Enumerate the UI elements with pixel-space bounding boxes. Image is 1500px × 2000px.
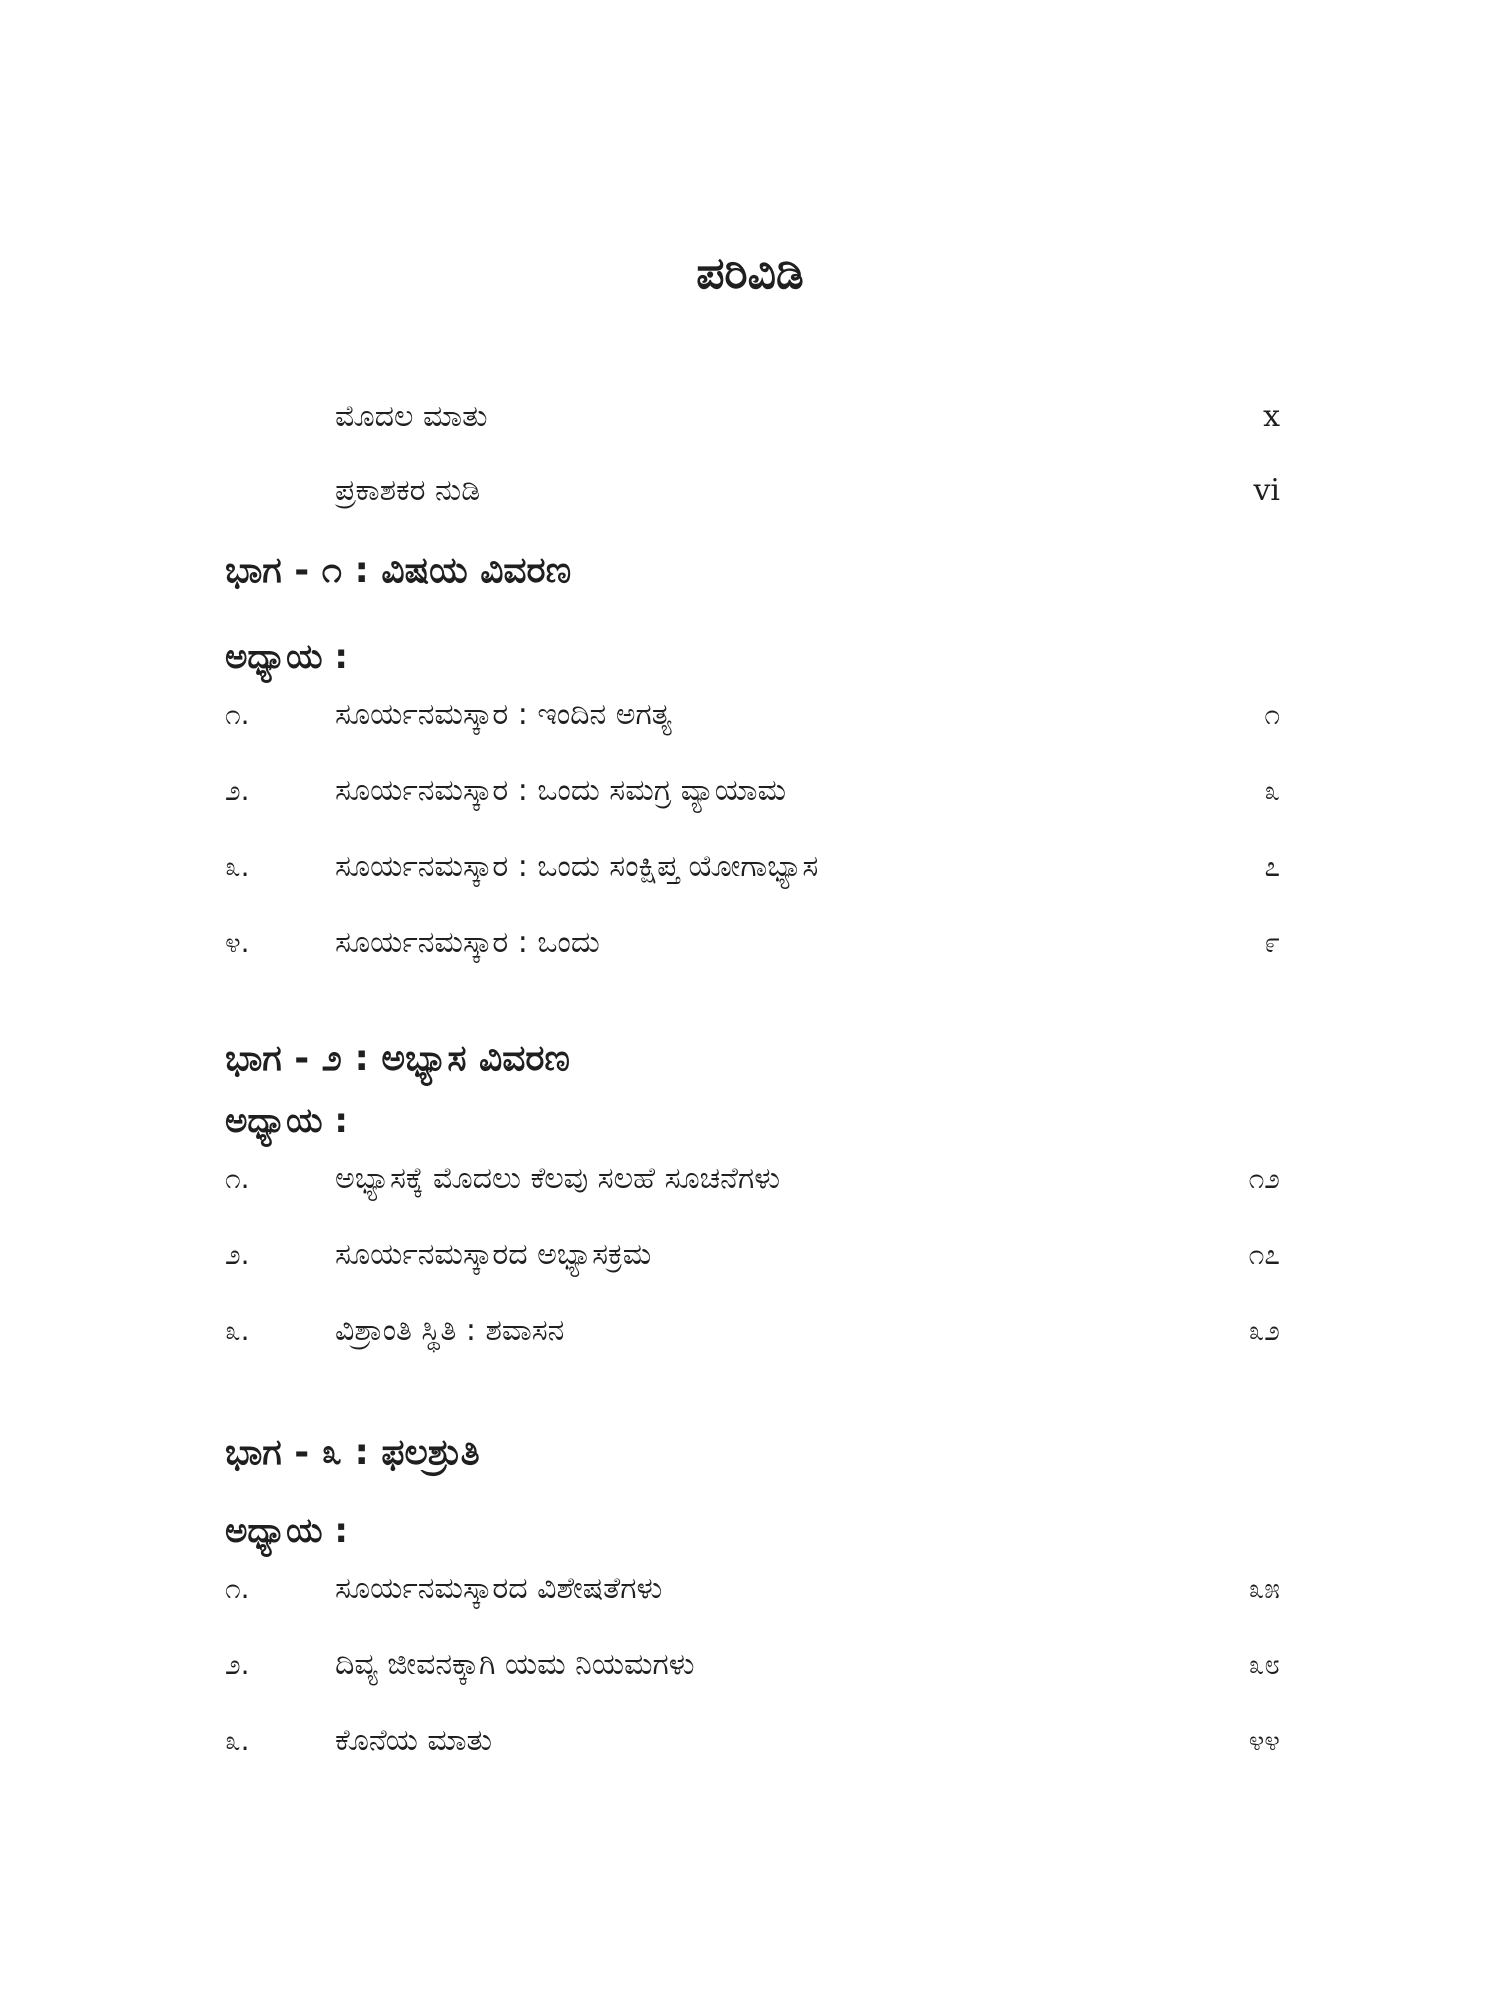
toc-entry[interactable] [0,1640,1500,1690]
entry-label: ಕೊನೆಯ ಮಾತು [335,1723,492,1758]
toc-entry[interactable] [0,1230,1500,1280]
entry-page-number: vi [1253,473,1280,508]
entry-page-number: ೪೪ [1248,1724,1280,1757]
entry-label: ಅಭ್ಯಾಸಕ್ಕೆ ಮೊದಲು ಕೆಲವು ಸಲಹೆ ಸೂಚನೆಗಳು [335,1161,781,1196]
toc-entry[interactable] [0,1306,1500,1356]
entry-label: ಸೂರ್ಯನಮಸ್ಕಾರ : ಒಂದು ಸಮಗ್ರ ವ್ಯಾಯಾಮ [335,773,787,808]
entry-number: ೩. [225,1724,250,1757]
toc-entry-front-matter[interactable] [0,466,1500,516]
entry-number: ೨. [225,1648,250,1681]
entry-page-number: ೩೨ [1248,1314,1280,1347]
part-heading: ಭಾಗ - ೨ : ಅಭ್ಯಾಸ ವಿವರಣ [225,1038,570,1079]
toc-entry[interactable] [0,918,1500,968]
entry-label: ಸೂರ್ಯನಮಸ್ಕಾರದ ವಿಶೇಷತೆಗಳು [335,1571,663,1606]
toc-entry[interactable] [0,1716,1500,1766]
entry-page-number: ೭ [1264,850,1280,883]
entry-page-number: ೩೫ [1248,1572,1280,1605]
toc-entry[interactable] [0,766,1500,816]
toc-entry[interactable] [0,842,1500,892]
entry-number: ೧. [225,1162,250,1195]
entry-page-number: x [1263,399,1280,434]
toc-entry[interactable] [0,1564,1500,1614]
entry-number: ೩. [225,1314,250,1347]
chapter-label: ಅಧ್ಯಾಯ : [225,1101,348,1141]
entry-label: ಮೊದಲ ಮಾತು [335,399,488,434]
entry-page-number: ೧೭ [1248,1238,1280,1271]
entry-number: ೧. [225,1572,250,1605]
chapter-label: ಅಧ್ಯಾಯ : [225,1511,348,1551]
entry-label: ಸೂರ್ಯನಮಸ್ಕಾರ : ಇಂದಿನ ಅಗತ್ಯ [335,697,672,732]
toc-entry[interactable] [0,690,1500,740]
entry-page-number: ೩೮ [1248,1648,1280,1681]
toc-entry-front-matter[interactable] [0,392,1500,442]
entry-number: ೩. [225,850,250,883]
page-title: ಪರಿವಿಡಿ [696,248,804,299]
entry-number: ೨. [225,774,250,807]
entry-number: ೪. [225,926,250,959]
entry-page-number: ೯ [1264,926,1280,959]
entry-label: ದಿವ್ಯ ಜೀವನಕ್ಕಾಗಿ ಯಮ ನಿಯಮಗಳು [335,1647,695,1682]
entry-label: ಸೂರ್ಯನಮಸ್ಕಾರ : ಒಂದು [335,925,600,960]
entry-label: ಪ್ರಕಾಶಕರ ನುಡಿ [335,473,481,508]
entry-label: ಸೂರ್ಯನಮಸ್ಕಾರ : ಒಂದು ಸಂಕ್ಷಿಪ್ತ ಯೋಗಾಭ್ಯಾಸ [335,849,819,884]
part-heading: ಭಾಗ - ೧ : ವಿಷಯ ವಿವರಣ [225,550,572,591]
entry-page-number: ೧೨ [1248,1162,1280,1195]
toc-entry[interactable] [0,1154,1500,1204]
entry-number: ೧. [225,698,250,731]
entry-label: ಸೂರ್ಯನಮಸ್ಕಾರದ ಅಭ್ಯಾಸಕ್ರಮ [335,1237,652,1272]
entry-page-number: ೩ [1264,774,1280,807]
entry-label: ವಿಶ್ರಾಂತಿ ಸ್ಥಿತಿ : ಶವಾಸನ [335,1313,565,1348]
part-heading: ಭಾಗ - ೩ : ಫಲಶ್ರುತಿ [225,1432,480,1473]
chapter-label: ಅಧ್ಯಾಯ : [225,637,348,677]
entry-page-number: ೧ [1264,698,1280,731]
entry-number: ೨. [225,1238,250,1271]
